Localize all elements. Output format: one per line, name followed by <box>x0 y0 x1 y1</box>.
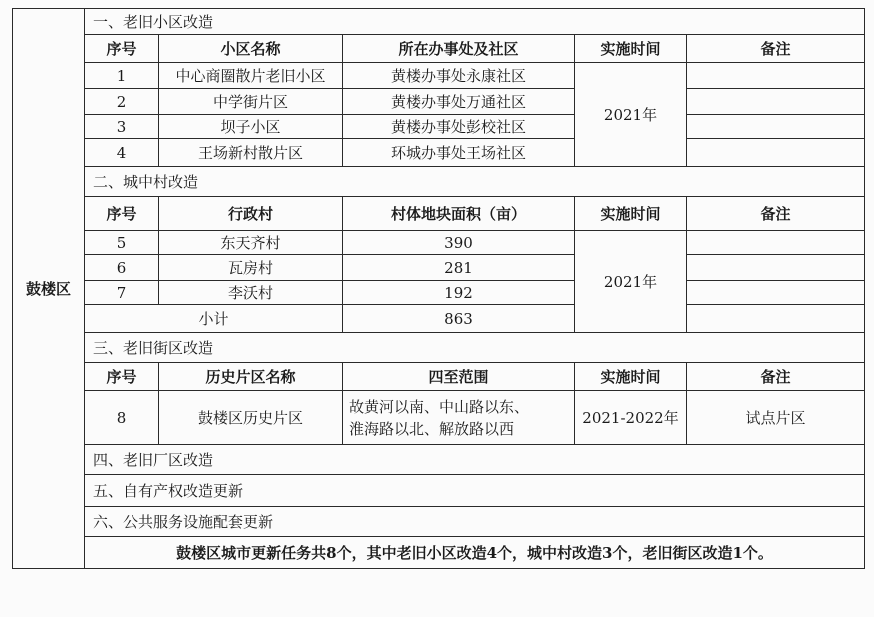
note-cell: 试点片区 <box>687 391 865 445</box>
header-cell: 行政村 <box>159 197 343 231</box>
section3-title: 三、老旧街区改造 <box>85 333 865 363</box>
village-name: 李沃村 <box>159 281 343 305</box>
table-row <box>13 281 865 305</box>
table-row <box>13 115 865 139</box>
header-cell: 实施时间 <box>575 363 687 391</box>
header-cell: 序号 <box>85 197 159 231</box>
section1-title: 一、老旧小区改造 <box>85 9 865 35</box>
implementation-time: 2021年 <box>575 63 687 167</box>
district-label: 鼓楼区 <box>13 9 85 569</box>
implementation-time: 2021年 <box>575 231 687 333</box>
header-cell: 历史片区名称 <box>159 363 343 391</box>
header-cell: 实施时间 <box>575 35 687 63</box>
section3-header-row <box>13 363 865 391</box>
header-cell: 所在办事处及社区 <box>343 35 575 63</box>
village-name: 瓦房村 <box>159 255 343 281</box>
section2-title: 二、城中村改造 <box>85 167 865 197</box>
village-area: 281 <box>343 255 575 281</box>
note-cell <box>687 89 865 115</box>
boundary-range-line: 淮海路以北、解放路以西 <box>349 419 515 438</box>
header-cell: 实施时间 <box>575 197 687 231</box>
renewal-task-table <box>12 8 864 609</box>
note-cell <box>687 231 865 255</box>
note-cell <box>687 281 865 305</box>
table-row <box>13 63 865 89</box>
village-area: 192 <box>343 281 575 305</box>
table-row <box>13 391 865 445</box>
section6-title: 六、公共服务设施配套更新 <box>85 507 865 537</box>
header-cell: 小区名称 <box>159 35 343 63</box>
section4-title: 四、老旧厂区改造 <box>85 445 865 475</box>
community-name: 中学街片区 <box>159 89 343 115</box>
task-table <box>12 8 865 569</box>
table-row <box>13 231 865 255</box>
header-cell: 备注 <box>687 197 865 231</box>
section2-header-row <box>13 197 865 231</box>
header-cell: 序号 <box>85 35 159 63</box>
note-cell <box>687 255 865 281</box>
village-area: 390 <box>343 231 575 255</box>
subtotal-row <box>13 305 865 333</box>
row-number: 1 <box>85 63 159 89</box>
community-name: 坝子小区 <box>159 115 343 139</box>
note-cell <box>687 63 865 89</box>
header-cell: 备注 <box>687 35 865 63</box>
note-cell <box>687 305 865 333</box>
office-name: 黄楼办事处万通社区 <box>343 89 575 115</box>
community-name: 王场新村散片区 <box>159 139 343 167</box>
community-name: 中心商圈散片老旧小区 <box>159 63 343 89</box>
summary-text: 鼓楼区城市更新任务共8个，其中老旧小区改造4个，城中村改造3个，老旧街区改造1个。 <box>85 537 865 569</box>
row-number: 5 <box>85 231 159 255</box>
section1-header-row <box>13 35 865 63</box>
row-number: 3 <box>85 115 159 139</box>
subtotal-value: 863 <box>343 305 575 333</box>
office-name: 黄楼办事处彭校社区 <box>343 115 575 139</box>
row-number: 2 <box>85 89 159 115</box>
boundary-range <box>343 391 575 445</box>
note-cell <box>687 139 865 167</box>
subtotal-label: 小计 <box>85 305 343 333</box>
note-cell <box>687 115 865 139</box>
row-number: 4 <box>85 139 159 167</box>
office-name: 环城办事处王场社区 <box>343 139 575 167</box>
header-cell: 序号 <box>85 363 159 391</box>
table-row <box>13 89 865 115</box>
boundary-range-line: 故黄河以南、中山路以东、 <box>349 397 530 416</box>
village-name: 东天齐村 <box>159 231 343 255</box>
historic-area-name: 鼓楼区历史片区 <box>159 391 343 445</box>
section5-title: 五、自有产权改造更新 <box>85 475 865 507</box>
header-cell: 四至范围 <box>343 363 575 391</box>
header-cell: 备注 <box>687 363 865 391</box>
table-row <box>13 139 865 167</box>
header-cell: 村体地块面积（亩） <box>343 197 575 231</box>
row-number: 6 <box>85 255 159 281</box>
implementation-time: 2021-2022年 <box>575 391 687 445</box>
row-number: 8 <box>85 391 159 445</box>
office-name: 黄楼办事处永康社区 <box>343 63 575 89</box>
row-number: 7 <box>85 281 159 305</box>
table-row <box>13 255 865 281</box>
